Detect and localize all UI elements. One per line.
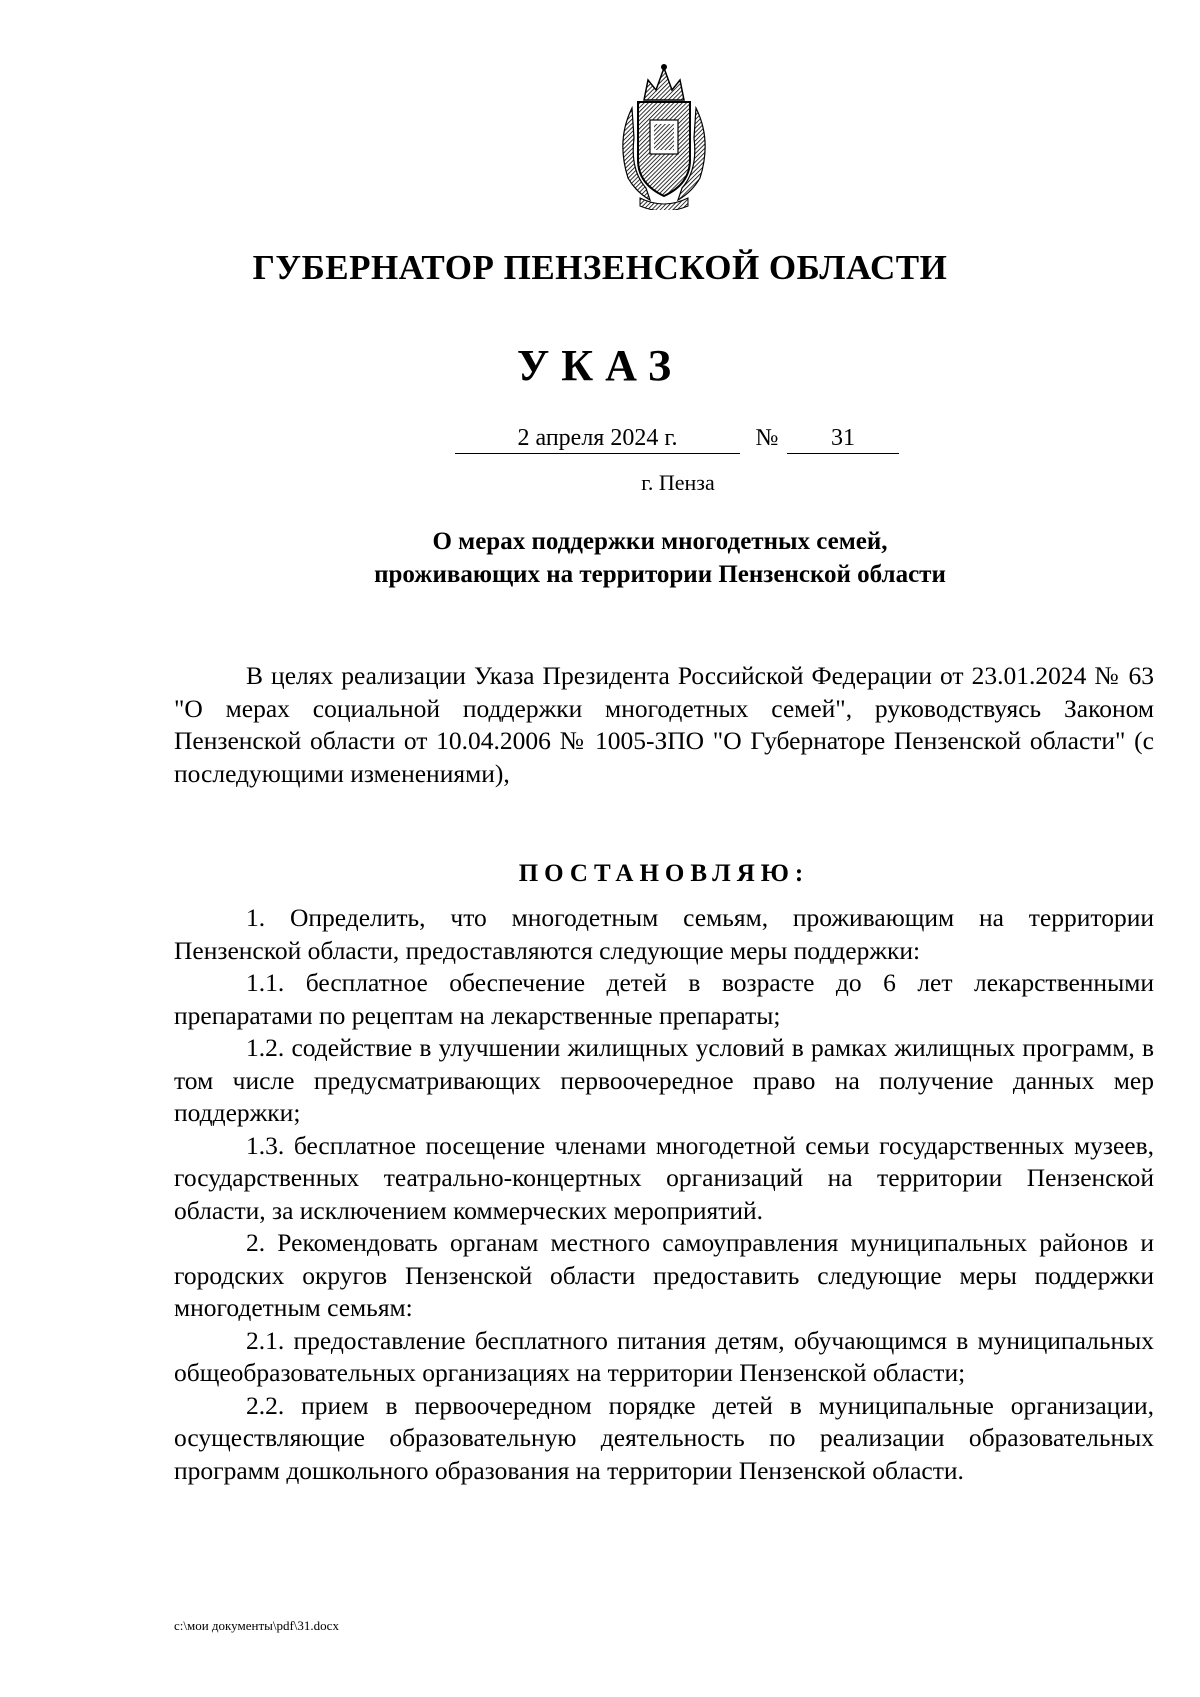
document-date: 2 апреля 2024 г. bbox=[455, 423, 740, 454]
clause-1: 1. Определить, что многодетным семьям, проживающим на территории Пензенской области, предоставляются следующие меры поддержки: bbox=[174, 903, 1154, 965]
preamble-text: В целях реализации Указа Президента Российской Федерации от 23.01.2024 № 63 "О мерах социальной поддержки многодетных семей", руководствуясь Законом Пензенской области от 10.04.2006 № 1005-ЗПО "О Губернаторе Пензенской области" (с последующими изменениями), bbox=[174, 661, 1154, 788]
clauses-list bbox=[174, 902, 1154, 1487]
document-title bbox=[0, 525, 1200, 591]
clause-1-2: 1.2. содействие в улучшении жилищных условий в рамках жилищных программ, в том числе предусматривающих первоочередное право на получение данных мер поддержки; bbox=[174, 1033, 1154, 1127]
clause-1-1: 1.1. бесплатное обеспечение детей в возрасте до 6 лет лекарственными препаратами по рецептам на лекарственные препараты; bbox=[174, 968, 1154, 1030]
clause-2-1: 2.1. предоставление бесплатного питания детям, обучающимся в муниципальных общеобразовательных организациях на территории Пензенской области; bbox=[174, 1325, 1154, 1387]
coat-of-arms-emblem bbox=[610, 60, 718, 210]
document-number: 31 bbox=[787, 423, 899, 454]
issuing-authority: ГУБЕРНАТОР ПЕНЗЕНСКОЙ ОБЛАСТИ bbox=[252, 248, 948, 287]
title-line-1: О мерах поддержки многодетных семей, bbox=[432, 528, 888, 555]
title-line-2: проживающих на территории Пензенской области bbox=[374, 561, 946, 588]
number-sign: № bbox=[755, 425, 779, 451]
document-type: УКАЗ bbox=[516, 341, 684, 390]
decree-heading: ПОСТАНОВЛЯЮ: bbox=[518, 860, 810, 887]
issue-place: г. Пенза bbox=[641, 470, 715, 495]
preamble bbox=[174, 660, 1154, 790]
clause-2-2: 2.2. прием в первоочередном порядке детей в муниципальные организации, осуществляющие образовательную деятельность по реализации образовательных программ дошкольного образования на территории Пензенской области. bbox=[174, 1390, 1154, 1485]
file-path-footer: c:\мои документы\pdf\31.docx bbox=[174, 1618, 339, 1633]
clause-2: 2. Рекомендовать органам местного самоуправления муниципальных районов и городских округов Пензенской области предоставить следующие меры поддержки многодетным семьям: bbox=[174, 1228, 1154, 1322]
clause-1-3: 1.3. бесплатное посещение членами многодетной семьи государственных музеев, государственных театрально-концертных организаций на территории Пензенской области, за исключением коммерческих мероприятий. bbox=[174, 1130, 1154, 1225]
